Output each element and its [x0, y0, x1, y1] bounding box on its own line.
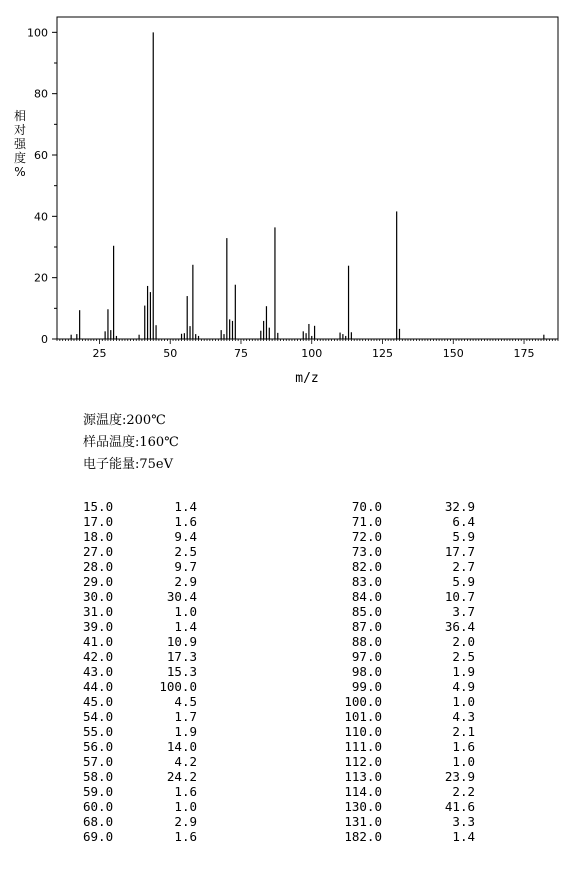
- intensity-cell: 17.3: [166, 649, 197, 664]
- mz-cell: 72.0: [351, 529, 382, 544]
- x-tick-label: 75: [233, 347, 248, 360]
- intensity-cell: 1.4: [174, 499, 197, 514]
- intensity-cell: 32.9: [444, 499, 475, 514]
- plot-frame: [57, 17, 558, 339]
- mz-cell: 39.0: [83, 619, 114, 634]
- x-tick-label: 175: [513, 347, 535, 360]
- mz-cell: 70.0: [351, 499, 382, 514]
- mz-cell: 68.0: [83, 814, 114, 829]
- mz-cell: 30.0: [83, 589, 114, 604]
- intensity-cell: 10.9: [166, 634, 197, 649]
- intensity-cell: 1.6: [452, 739, 475, 754]
- mass-spectrum-chart: [0, 0, 570, 395]
- x-tick-label: 100: [301, 347, 323, 360]
- mz-cell: 27.0: [83, 544, 114, 559]
- intensity-cell: 23.9: [444, 769, 475, 784]
- mz-cell: 28.0: [83, 559, 114, 574]
- mz-cell: 131.0: [344, 814, 382, 829]
- intensity-cell: 5.9: [452, 529, 475, 544]
- intensity-cell: 9.7: [174, 559, 197, 574]
- intensity-cell: 1.4: [174, 619, 197, 634]
- mz-cell: 112.0: [344, 754, 382, 769]
- x-axis: [57, 339, 558, 360]
- intensity-cell: 100.0: [159, 679, 197, 694]
- mz-cell: 182.0: [344, 829, 382, 844]
- intensity-cell: 2.0: [452, 634, 475, 649]
- mz-cell: 113.0: [344, 769, 382, 784]
- intensity-cell: 3.7: [452, 604, 475, 619]
- intensity-cell: 4.3: [452, 709, 475, 724]
- x-tick-label: 150: [442, 347, 464, 360]
- sample-temperature: 样品温度:160℃: [83, 435, 179, 450]
- mz-cell: 100.0: [344, 694, 382, 709]
- mz-cell: 73.0: [351, 544, 382, 559]
- mz-cell: 43.0: [83, 664, 114, 679]
- x-tick-label: 125: [372, 347, 394, 360]
- intensity-cell: 1.0: [452, 694, 475, 709]
- mz-cell: 69.0: [83, 829, 114, 844]
- mz-cell: 59.0: [83, 784, 114, 799]
- intensity-cell: 30.4: [166, 589, 197, 604]
- intensity-cell: 24.2: [166, 769, 197, 784]
- mz-cell: 99.0: [351, 679, 382, 694]
- y-label-char: %: [14, 165, 26, 179]
- mz-cell: 58.0: [83, 769, 114, 784]
- y-tick-label: 80: [34, 87, 48, 101]
- mz-cell: 44.0: [83, 679, 114, 694]
- electron-energy: 电子能量:75eV: [83, 457, 174, 472]
- mz-cell: 60.0: [83, 799, 114, 814]
- y-tick-label: 60: [34, 149, 48, 162]
- mz-cell: 85.0: [351, 604, 382, 619]
- intensity-cell: 2.5: [452, 649, 475, 664]
- intensity-cell: 4.5: [174, 694, 197, 709]
- intensity-cell: 1.6: [174, 784, 197, 799]
- experiment-conditions: [83, 410, 179, 476]
- intensity-cell: 1.9: [174, 724, 197, 739]
- intensity-cell: 6.4: [452, 514, 475, 529]
- y-tick-label: 0: [41, 333, 48, 346]
- y-label-char: 相: [13, 109, 27, 123]
- intensity-cell: 2.2: [452, 784, 475, 799]
- mz-cell: 57.0: [83, 754, 114, 769]
- intensity-cell: 36.4: [444, 619, 475, 634]
- mz-cell: 87.0: [351, 619, 382, 634]
- intensity-cell: 1.6: [174, 514, 197, 529]
- mz-cell: 97.0: [351, 649, 382, 664]
- x-axis-label: m/z: [295, 371, 319, 386]
- intensity-cell: 15.3: [166, 664, 197, 679]
- mz-cell: 71.0: [351, 514, 382, 529]
- mz-cell: 15.0: [83, 499, 114, 514]
- intensity-cell: 2.9: [174, 814, 197, 829]
- intensity-cell: 1.0: [452, 754, 475, 769]
- intensity-cell: 1.6: [174, 829, 197, 844]
- intensity-cell: 2.7: [452, 559, 475, 574]
- mz-cell: 54.0: [83, 709, 114, 724]
- y-label-char: 对: [13, 123, 27, 137]
- intensity-cell: 2.5: [174, 544, 197, 559]
- source-temperature: 源温度:200℃: [83, 413, 166, 428]
- y-axis: [27, 26, 57, 346]
- intensity-cell: 1.0: [174, 799, 197, 814]
- y-tick-label: 100: [27, 26, 48, 40]
- intensity-cell: 1.4: [452, 829, 475, 844]
- intensity-cell: 9.4: [174, 529, 197, 544]
- intensity-cell: 4.9: [452, 679, 475, 694]
- x-tick-label: 25: [92, 347, 107, 360]
- mz-cell: 82.0: [351, 559, 382, 574]
- mz-cell: 56.0: [83, 739, 114, 754]
- intensity-cell: 41.6: [444, 799, 475, 814]
- mz-cell: 18.0: [83, 529, 114, 544]
- mz-cell: 29.0: [83, 574, 114, 589]
- intensity-cell: 1.0: [174, 604, 197, 619]
- mz-cell: 110.0: [344, 724, 382, 739]
- y-tick-label: 20: [34, 271, 48, 285]
- mz-cell: 31.0: [83, 604, 114, 619]
- mz-cell: 45.0: [83, 694, 114, 709]
- mz-cell: 88.0: [351, 634, 382, 649]
- mz-cell: 111.0: [344, 739, 382, 754]
- intensity-cell: 3.3: [452, 814, 475, 829]
- x-tick-label: 50: [163, 347, 178, 360]
- intensity-cell: 5.9: [452, 574, 475, 589]
- mz-cell: 42.0: [83, 649, 114, 664]
- mz-cell: 114.0: [344, 784, 382, 799]
- peak-bars: [71, 32, 544, 339]
- intensity-cell: 1.7: [174, 709, 197, 724]
- y-tick-label: 40: [34, 210, 48, 224]
- intensity-cell: 1.9: [452, 664, 475, 679]
- intensity-cell: 2.9: [174, 574, 197, 589]
- mz-cell: 84.0: [351, 589, 382, 604]
- mz-cell: 41.0: [83, 634, 114, 649]
- intensity-cell: 14.0: [166, 739, 197, 754]
- intensity-cell: 17.7: [444, 544, 475, 559]
- y-label-char: 度: [13, 151, 27, 165]
- mz-cell: 83.0: [351, 574, 382, 589]
- mz-cell: 17.0: [83, 514, 114, 529]
- intensity-cell: 4.2: [174, 754, 197, 769]
- mz-cell: 101.0: [344, 709, 382, 724]
- y-axis-label: [14, 108, 27, 179]
- mz-cell: 98.0: [351, 664, 382, 679]
- mz-cell: 130.0: [344, 799, 382, 814]
- intensity-cell: 2.1: [452, 724, 475, 739]
- y-label-char: 强: [13, 137, 27, 151]
- intensity-cell: 10.7: [444, 589, 475, 604]
- mz-cell: 55.0: [83, 724, 114, 739]
